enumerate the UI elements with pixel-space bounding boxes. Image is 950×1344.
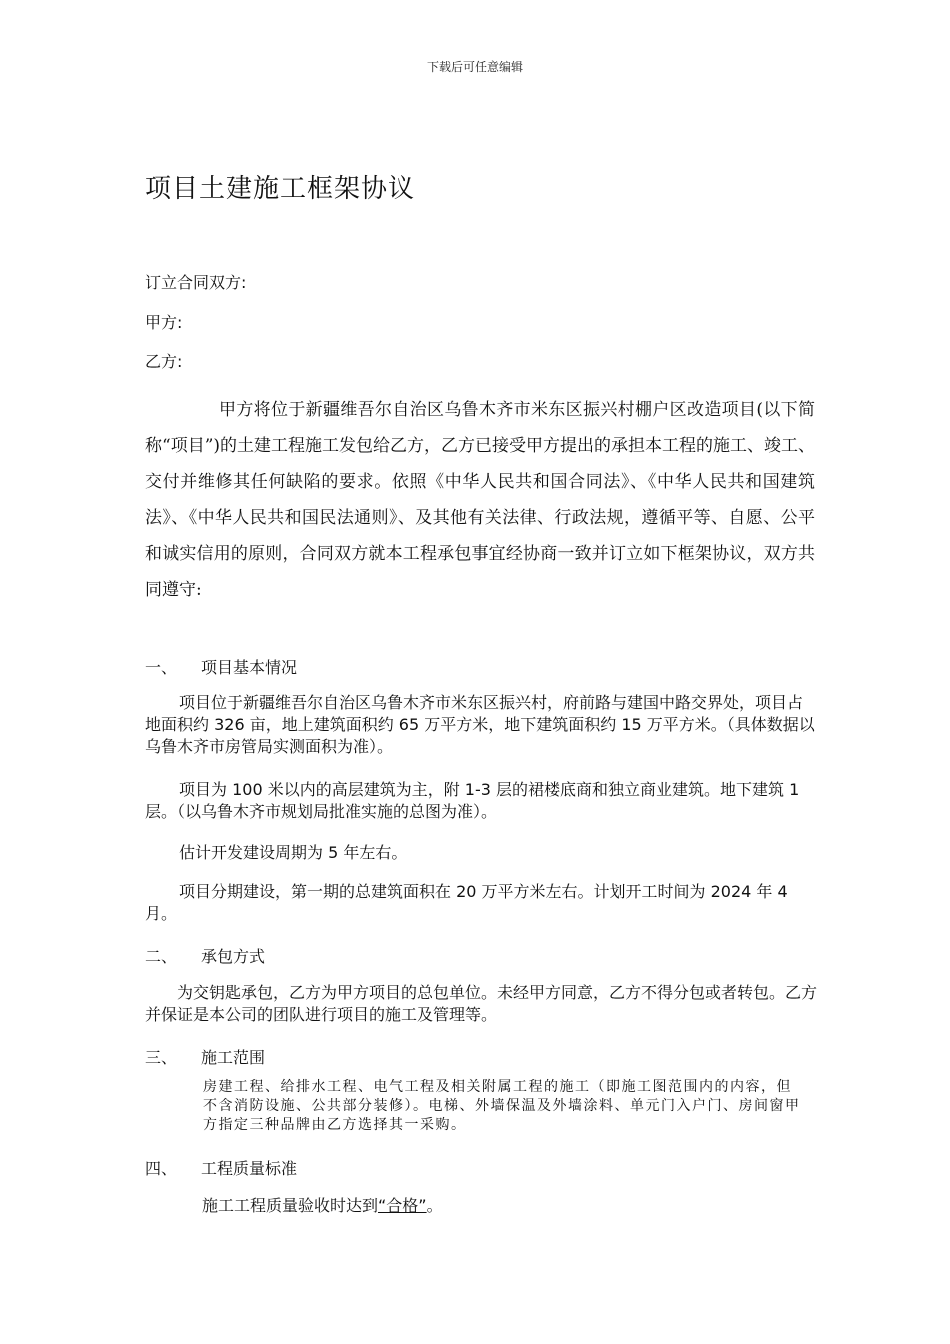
- section-heading: [145, 1156, 297, 1179]
- section-number: 四、: [145, 1159, 178, 1178]
- section-title: 承包方式: [201, 947, 266, 966]
- section-paragraph: 估计开发建设周期为 5 年左右。: [179, 843, 408, 862]
- scope-paragraph: 房建工程、给排水工程、电气工程及相关附属工程的施工（即施工图范围内的内容，但不含消防设施、公共部分装修）。电梯、外墙保温及外墙涂料、单元门入户门、房间窗甲方指定三种品牌由乙方选择其一采购。: [203, 1079, 801, 1133]
- section-paragraph: 项目为 100 米以内的高层建筑为主，附 1-3 层的裙楼底商和独立商业建筑。地下建筑 1 层。（以乌鲁木齐市规划局批准实施的总图为准）。: [145, 780, 800, 821]
- section-title: 施工范围: [201, 1048, 266, 1067]
- section-title: 项目基本情况: [201, 658, 298, 677]
- parties-heading: 订立合同双方:: [145, 273, 247, 292]
- section-number: 二、: [145, 947, 178, 966]
- section-heading: [145, 655, 297, 678]
- page-header: 下载后可任意编辑: [426, 60, 523, 74]
- document-title: 项目土建施工框架协议: [145, 174, 416, 204]
- section-title: 工程质量标准: [201, 1159, 298, 1178]
- party-b-label: 乙方:: [145, 352, 183, 371]
- section-paragraph: 项目位于新疆维吾尔自治区乌鲁木齐市米东区振兴村，府前路与建国中路交界处，项目占地面积约 326 亩，地上建筑面积约 65 万平方米，地下建筑面积约 15 万平方米。（具体数据以乌鲁木齐市房管局实测面积为准）。: [145, 693, 815, 756]
- quality-suffix: 。: [426, 1196, 443, 1215]
- section-paragraph: 为交钥匙承包，乙方为甲方项目的总包单位。未经甲方同意，乙方不得分包或者转包。乙方并保证是本公司的团队进行项目的施工及管理等。: [145, 983, 818, 1024]
- section-number: 一、: [145, 658, 178, 677]
- section-heading: [145, 944, 265, 967]
- quality-prefix: 施工工程质量验收时达到: [202, 1196, 379, 1215]
- quality-standard: “合格”: [378, 1196, 427, 1215]
- section-number: 三、: [145, 1048, 178, 1067]
- intro-paragraph: 甲方将位于新疆维吾尔自治区乌鲁木齐市米东区振兴村棚户区改造项目(以下简称“项目”)的土建工程施工发包给乙方，乙方已接受甲方提出的承担本工程的施工、竣工、交付并维修其任何缺陷的要求。依照《中华人民共和国合同法》、《中华人民共和国建筑法》、《中华人民共和国民法通则》、及其他有关法律、行政法规，遵循平等、自愿、公平和诚实信用的原则，合同双方就本工程承包事宜经协商一致并订立如下框架协议，双方共同遵守:: [145, 400, 816, 600]
- section-heading: [145, 1045, 265, 1068]
- party-a-label: 甲方:: [145, 313, 183, 332]
- section-paragraph: 项目分期建设，第一期的总建筑面积在 20 万平方米左右。计划开工时间为 2024 年 4 月。: [145, 882, 788, 923]
- quality-statement: [202, 1193, 443, 1216]
